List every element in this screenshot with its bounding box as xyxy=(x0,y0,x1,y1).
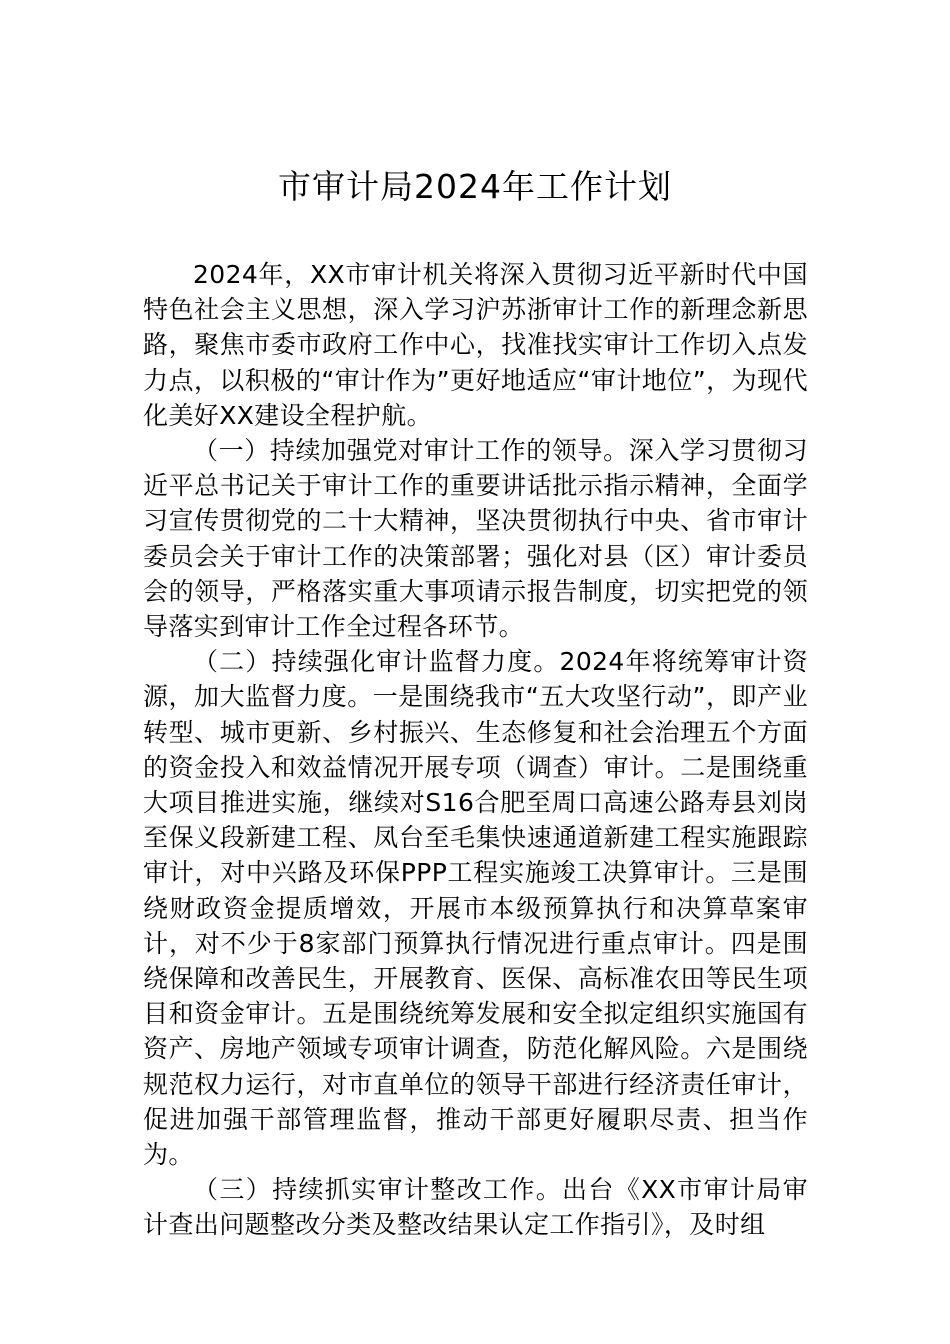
paragraph-section-2: （二）持续强化审计监督力度。2024年将统筹审计资源，加大监督力度。一是围绕我市“五大攻坚行动”，即产业转型、城市更新、乡村振兴、生态修复和社会治理五个方面的资金投入和效益情况开展专项（调查）审计。二是围绕重大项目推进实施，继续对S16合肥至周口高速公路寿县刘岗至保义段新建工程、凤台至毛集快速通道新建工程实施跟踪审计，对中兴路及环保PPP工程实施竣工决算审计。三是围绕财政资金提质增效，开展市本级预算执行和决算草案审计，对不少于8家部门预算执行情况进行重点审计。四是围绕保障和改善民生，开展教育、医保、高标准农田等民生项目和资金审计。五是围绕统筹发展和安全拟定组织实施国有资产、房地产领域专项审计调查，防范化解风险。六是围绕规范权力运行，对市直单位的领导干部进行经济责任审计，促进加强干部管理监督，推动干部更好履职尽责、担当作为。 xyxy=(143,647,808,1170)
document-title: 市审计局2024年工作计划 xyxy=(278,167,672,206)
paragraph-section-3: （三）持续抓实审计整改工作。出台《XX市审计局审计查出问题整改分类及整改结果认定工作指引》，及时组 xyxy=(143,1175,808,1240)
document-body xyxy=(143,257,808,1243)
paragraph-intro: 2024年，XX市审计机关将深入贯彻习近平新时代中国特色社会主义思想，深入学习沪苏浙审计工作的新理念新思路，聚焦市委市政府工作中心，找准找实审计工作切入点发力点，以积极的“审计作为”更好地适应“审计地位”，为现代化美好XX建设全程护航。 xyxy=(143,260,808,430)
paragraph-section-1: （一）持续加强党对审计工作的领导。深入学习贯彻习近平总书记关于审计工作的重要讲话批示指示精神，全面学习宣传贯彻党的二十大精神，坚决贯彻执行中央、省市审计委员会关于审计工作的决策部署；强化对县（区）审计委员会的领导，严格落实重大事项请示报告制度，切实把党的领导落实到审计工作全过程各环节。 xyxy=(143,436,808,642)
